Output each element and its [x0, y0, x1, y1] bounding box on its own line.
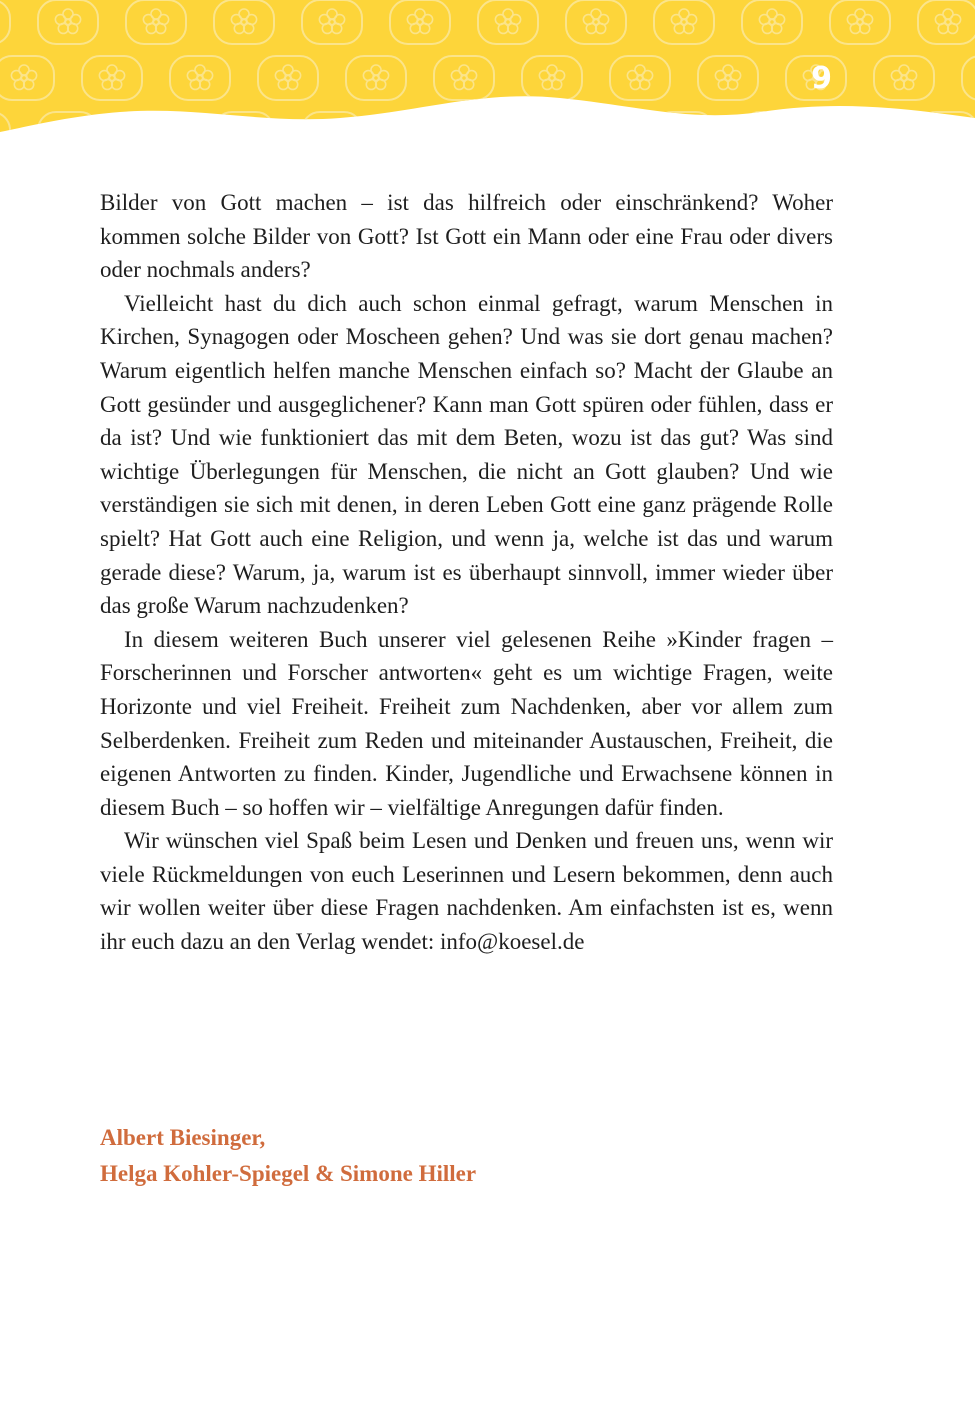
flower-tile	[390, 112, 450, 150]
flower-tile	[566, 112, 626, 150]
flower-tile	[478, 112, 538, 150]
body-text	[100, 186, 833, 959]
author-signature	[100, 1120, 476, 1192]
paragraph-3: In diesem weiteren Buch unserer viel gelesenen Reihe »Kinder fragen – Forscherinnen und Forscher antworten« geht es um wichtige Fragen, weite Horizonte und viel Freiheit. Freiheit zum Nachdenken, aber vor allem zum Selberdenken. Freiheit zum Reden und miteinander Austauschen, Freiheit, die eigenen Antworten zu finden. Kinder, Jugendliche und Erwachsene können in diesem Buch – so hoffen wir – vielfältige Anregungen dafür finden.	[100, 626, 833, 820]
paragraph-1: Bilder von Gott machen – ist das hilfreich oder einschränkend? Woher kommen solche Bilder von Gott? Ist Gott ein Mann oder eine Frau oder divers oder nochmals anders?	[100, 190, 833, 283]
author-line-2: Helga Kohler-Spiegel & Simone Hiller	[100, 1161, 477, 1186]
paragraph-4: Wir wünschen viel Spaß beim Lesen und Denken und freuen uns, wenn wir viele Rückmeldungen von euch Leserinnen und Lesern bekommen, denn auch wir wollen weiter über diese Fragen nachdenken. Am einfachsten ist es, wenn ihr euch dazu an den Verlag wendet: info@koesel.de	[100, 828, 833, 955]
page-number: 9	[811, 61, 832, 96]
header-band	[0, 0, 975, 150]
flower-tile	[654, 112, 714, 150]
paragraph-2: Vielleicht hast du dich auch schon einmal gefragt, warum Menschen in Kirchen, Synagogen oder Moscheen gehen? Und was sie dort genau machen? Warum eigentlich helfen manche Menschen einfach so? Macht der Glaube an Gott gesünder und ausgeglichener? Kann man Gott spüren oder fühlen, dass er da ist? Und wie funktioniert das mit dem Beten, wozu ist das gut? Was sind wichtige Überlegungen für Menschen, die nicht an Gott glauben? Und wie verständigen sie sich mit denen, in deren Leben Gott eine ganz prägende Rolle spielt? Hat Gott auch eine Religion, und wenn ja, welche ist das und warum gerade diese? Warum, ja, warum ist es überhaupt sinnvoll, immer wieder über das große Warum nachzudenken?	[100, 290, 833, 619]
flower-tile	[742, 112, 802, 150]
flower-tile	[126, 112, 186, 150]
flower-tile	[830, 112, 890, 150]
author-line-1: Albert Biesinger,	[100, 1125, 266, 1150]
flower-tile	[918, 112, 975, 150]
